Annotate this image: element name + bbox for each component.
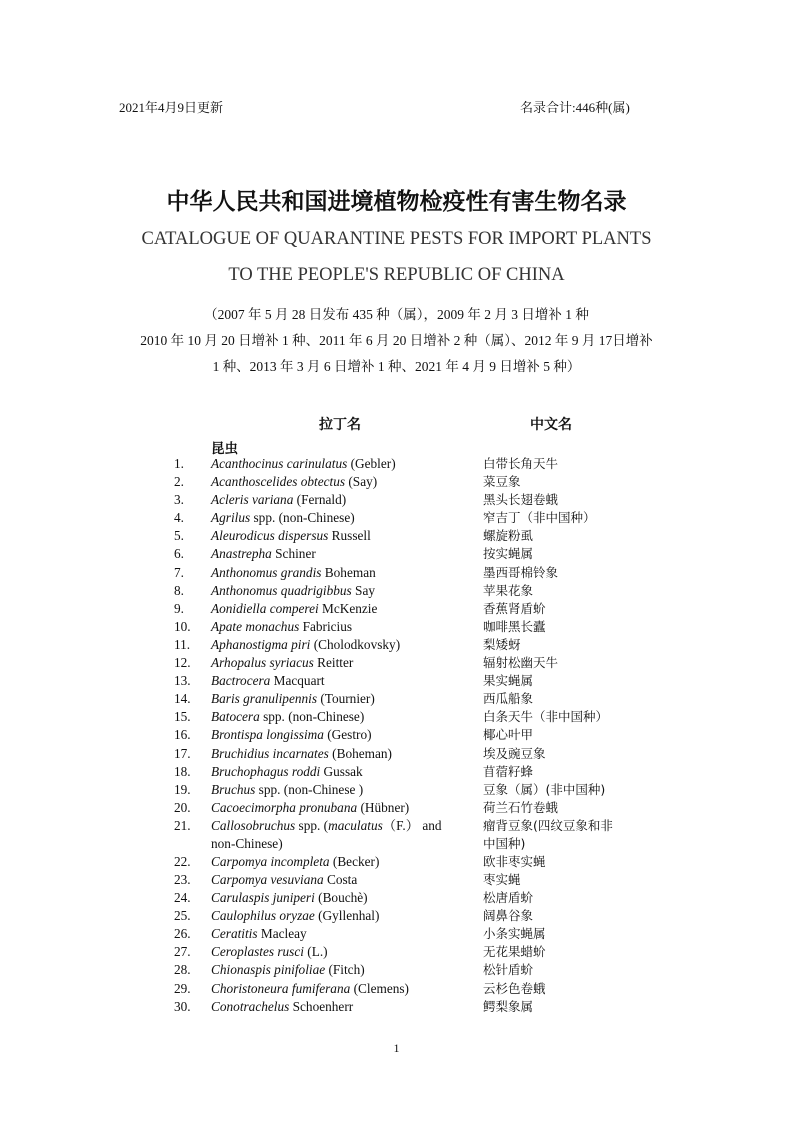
list-item (0, 473, 793, 491)
authority: Schoenherr (289, 998, 354, 1014)
scientific-name: Apate monachus (211, 618, 300, 634)
revision-history-line3: 1 种、2013 年 3 月 6 日增补 1 种、2021 年 4 月 9 日增补 5 种） (212, 359, 581, 374)
latin-name (211, 980, 461, 998)
scientific-name: Brontispa longissima (211, 727, 324, 743)
authority: Say (351, 582, 376, 598)
entry-number: 2. (174, 474, 184, 490)
page-title-english-line1: CATALOGUE OF QUARANTINE PESTS FOR IMPORT PLANTS (141, 229, 652, 249)
latin-name (211, 998, 461, 1016)
scientific-name: Ceratitis (211, 926, 258, 942)
scientific-name: Conotrachelus (211, 998, 290, 1014)
latin-name (211, 491, 461, 509)
scientific-name: Cacoecimorpha pronubana (211, 799, 358, 815)
latin-name (211, 871, 461, 889)
chinese-name: 枣实蝇 (483, 871, 521, 887)
chinese-name: 荷兰石竹卷蛾 (483, 799, 559, 815)
list-item (0, 708, 793, 726)
chinese-name: 西瓜船象 (483, 691, 534, 707)
latin-name (211, 654, 461, 672)
scientific-name: Anastrepha (211, 546, 272, 562)
latin-name (211, 853, 461, 871)
latin-name (211, 961, 461, 979)
category-heading-insects: 昆虫 (211, 441, 238, 457)
entry-number: 23. (174, 871, 191, 887)
list-item (0, 690, 793, 708)
scientific-name: Anthonomus quadrigibbus (211, 582, 352, 598)
chinese-name: 香蕉肾盾蚧 (483, 600, 546, 616)
entry-number: 6. (174, 546, 184, 562)
latin-name (211, 763, 461, 781)
entry-number: 4. (174, 510, 184, 526)
entry-number: 15. (174, 709, 191, 725)
list-item (0, 545, 793, 563)
list-item (0, 600, 793, 618)
scientific-name: Acanthoscelides obtectus (211, 474, 346, 490)
list-item (0, 636, 793, 654)
authority: Russell (328, 528, 371, 544)
scientific-name: Bruchus (211, 781, 256, 797)
chinese-name: 阔鼻谷象 (483, 908, 534, 924)
scientific-name: Aleurodicus dispersus (211, 528, 329, 544)
chinese-name: 苹果花象 (483, 582, 534, 598)
chinese-name: 小条实蝇属 (483, 926, 546, 942)
entry-number: 22. (174, 853, 191, 869)
authority: (Bouchè) (314, 890, 368, 906)
scientific-name: Bruchophagus roddi (211, 763, 321, 779)
page-title-chinese: 中华人民共和国进境植物检疫性有害生物名录 (166, 189, 627, 215)
list-item (0, 961, 793, 979)
list-item (0, 781, 793, 799)
entry-number: 7. (174, 564, 184, 580)
scientific-name: Arhopalus syriacus (211, 655, 314, 671)
chinese-name: 欧非枣实蝇 (483, 853, 546, 869)
page-number: 1 (393, 1041, 400, 1055)
list-item (0, 491, 793, 509)
scientific-name: Carulaspis juniperi (211, 890, 315, 906)
page-title-english-line2: TO THE PEOPLE'S REPUBLIC OF CHINA (228, 265, 565, 285)
entry-number: 14. (174, 691, 191, 707)
list-item (0, 943, 793, 961)
list-item (0, 763, 793, 781)
chinese-name: 菜豆象 (483, 474, 521, 490)
list-item (0, 745, 793, 763)
update-date: 2021年4月9日更新 (119, 100, 224, 115)
scientific-name: Agrilus (211, 510, 251, 526)
pest-list (0, 455, 793, 1016)
chinese-name: 白带长角天牛 (483, 456, 559, 471)
latin-name (211, 925, 461, 943)
list-item (0, 726, 793, 744)
latin-name (211, 889, 461, 907)
list-item (0, 527, 793, 545)
latin-name (211, 618, 461, 636)
authority: (Cholodkovsky) (310, 636, 401, 652)
latin-name (211, 600, 461, 618)
latin-name (211, 708, 461, 726)
revision-history-line1: （2007 年 5 月 28 日发布 435 种（属），2009 年 2 月 3 日增补 1 种 (204, 307, 589, 322)
chinese-name: 黑头长翅卷蛾 (483, 492, 559, 508)
authority: (Fernald) (293, 492, 347, 508)
authority: Fabricius (299, 618, 353, 634)
entry-number: 27. (174, 944, 191, 960)
entry-number: 30. (174, 998, 191, 1014)
entry-number: 25. (174, 908, 191, 924)
list-item (0, 925, 793, 943)
chinese-name: 云杉色卷蛾 (483, 980, 546, 996)
entry-number: 12. (174, 655, 191, 671)
scientific-name: Choristoneura fumiferana (211, 980, 351, 996)
chinese-name: 按实蝇属 (483, 546, 534, 562)
authority: (Becker) (329, 853, 380, 869)
list-item (0, 509, 793, 527)
chinese-name: 果实蝇属 (483, 673, 534, 689)
authority: (Gyllenhal) (314, 908, 380, 924)
authority: spp. (non-Chinese) (250, 510, 355, 526)
entry-number: 9. (174, 600, 184, 616)
list-item (0, 672, 793, 690)
authority: Schiner (271, 546, 316, 562)
entry-number: 3. (174, 492, 184, 508)
chinese-name: 埃及豌豆象 (483, 745, 546, 761)
authority: Reitter (313, 655, 354, 671)
entry-number: 19. (174, 781, 191, 797)
entry-number: 26. (174, 926, 191, 942)
list-item (0, 871, 793, 889)
scientific-name: Anthonomus grandis (211, 564, 322, 580)
chinese-name: 瘤背豆象(四纹豆象和非中国种) (483, 817, 613, 851)
entry-number: 17. (174, 745, 191, 761)
latin-name (211, 817, 461, 853)
chinese-name: 窄吉丁（非中国种） (483, 510, 596, 526)
total-count: 名录合计:446种(属) (520, 100, 630, 115)
latin-name (211, 582, 461, 600)
chinese-name: 墨西哥棉铃象 (483, 564, 559, 580)
authority: Macleay (257, 926, 307, 942)
latin-name (211, 672, 461, 690)
scientific-name: Carpomya vesuviana (211, 871, 324, 887)
latin-name (211, 455, 461, 473)
authority: （F.） and non-Chinese) (211, 817, 442, 851)
list-item (0, 853, 793, 871)
latin-name (211, 907, 461, 925)
latin-name (211, 564, 461, 582)
latin-name (211, 781, 461, 799)
latin-name (211, 509, 461, 527)
chinese-name: 辐射松幽天牛 (483, 655, 559, 671)
entry-number: 5. (174, 528, 184, 544)
chinese-name: 苜蓿籽蜂 (483, 763, 534, 779)
authority: (Fitch) (325, 962, 365, 978)
scientific-name: Batocera (211, 709, 260, 725)
authority: (L.) (303, 944, 328, 960)
latin-name (211, 545, 461, 563)
chinese-name: 梨矮蚜 (483, 636, 521, 652)
authority: spp. ( (295, 817, 329, 833)
entry-number: 10. (174, 618, 191, 634)
entry-number: 1. (174, 456, 184, 471)
list-item (0, 564, 793, 582)
authority: Macquart (270, 673, 325, 689)
latin-name (211, 527, 461, 545)
chinese-name: 椰心叶甲 (483, 727, 534, 743)
entry-number: 18. (174, 763, 191, 779)
chinese-name: 白条天牛（非中国种） (483, 709, 609, 725)
scientific-name: Ceroplastes rusci (211, 944, 304, 960)
list-item (0, 455, 793, 473)
entry-number: 29. (174, 980, 191, 996)
entry-number: 11. (174, 636, 191, 652)
latin-name (211, 943, 461, 961)
entry-number: 24. (174, 890, 191, 906)
scientific-name: Acleris variana (211, 492, 294, 508)
entry-number: 8. (174, 582, 184, 598)
authority: spp. (non-Chinese ) (255, 781, 364, 797)
entry-number: 21. (174, 817, 191, 833)
column-header-latin: 拉丁名 (319, 417, 361, 433)
scientific-name: Aphanostigma piri (211, 636, 311, 652)
scientific-name: Bactrocera (211, 673, 271, 689)
scientific-name: Aonidiella comperei (211, 600, 319, 616)
list-item (0, 582, 793, 600)
list-item (0, 889, 793, 907)
chinese-name: 螺旋粉虱 (483, 528, 534, 544)
authority: (Say) (345, 474, 378, 490)
latin-name (211, 636, 461, 654)
chinese-name: 豆象（属）(非中国种) (483, 781, 606, 797)
latin-name (211, 690, 461, 708)
scientific-name: maculatus (328, 817, 383, 833)
authority: (Clemens) (350, 980, 409, 996)
column-header-chinese: 中文名 (530, 417, 572, 433)
list-item (0, 654, 793, 672)
authority: (Tournier) (317, 691, 375, 707)
authority: (Gebler) (347, 456, 396, 471)
authority: spp. (non-Chinese) (259, 709, 365, 725)
chinese-name: 鳄梨象属 (483, 998, 534, 1014)
chinese-name: 咖啡黑长蠹 (483, 618, 546, 634)
authority: Costa (323, 871, 358, 887)
scientific-name: Acanthocinus carinulatus (211, 456, 348, 471)
list-item (0, 907, 793, 925)
authority: (Boheman) (328, 745, 392, 761)
list-item (0, 998, 793, 1016)
authority: McKenzie (318, 600, 378, 616)
chinese-name: 无花果蜡蚧 (483, 944, 546, 960)
revision-history-line2: 2010 年 10 月 20 日增补 1 种、2011 年 6 月 20 日增补 2 种（属）、2012 年 9 月 17日增补 (140, 333, 653, 348)
scientific-name: Carpomya incompleta (211, 853, 330, 869)
latin-name (211, 745, 461, 763)
authority: (Hübner) (357, 799, 410, 815)
scientific-name: Callosobruchus (211, 817, 296, 833)
authority: (Gestro) (323, 727, 372, 743)
list-item (0, 618, 793, 636)
scientific-name: Baris granulipennis (211, 691, 318, 707)
authority: Boheman (321, 564, 376, 580)
chinese-name: 松针盾蚧 (483, 962, 534, 978)
entry-number: 20. (174, 799, 191, 815)
list-item (0, 799, 793, 817)
scientific-name: Bruchidius incarnates (211, 745, 329, 761)
latin-name (211, 799, 461, 817)
entry-number: 16. (174, 727, 191, 743)
entry-number: 13. (174, 673, 191, 689)
list-item (0, 980, 793, 998)
scientific-name: Caulophilus oryzae (211, 908, 315, 924)
latin-name (211, 473, 461, 491)
chinese-name: 松唐盾蚧 (483, 890, 534, 906)
authority: Gussak (320, 763, 363, 779)
list-item (0, 817, 793, 853)
latin-name (211, 726, 461, 744)
scientific-name: Chionaspis pinifoliae (211, 962, 326, 978)
entry-number: 28. (174, 962, 191, 978)
